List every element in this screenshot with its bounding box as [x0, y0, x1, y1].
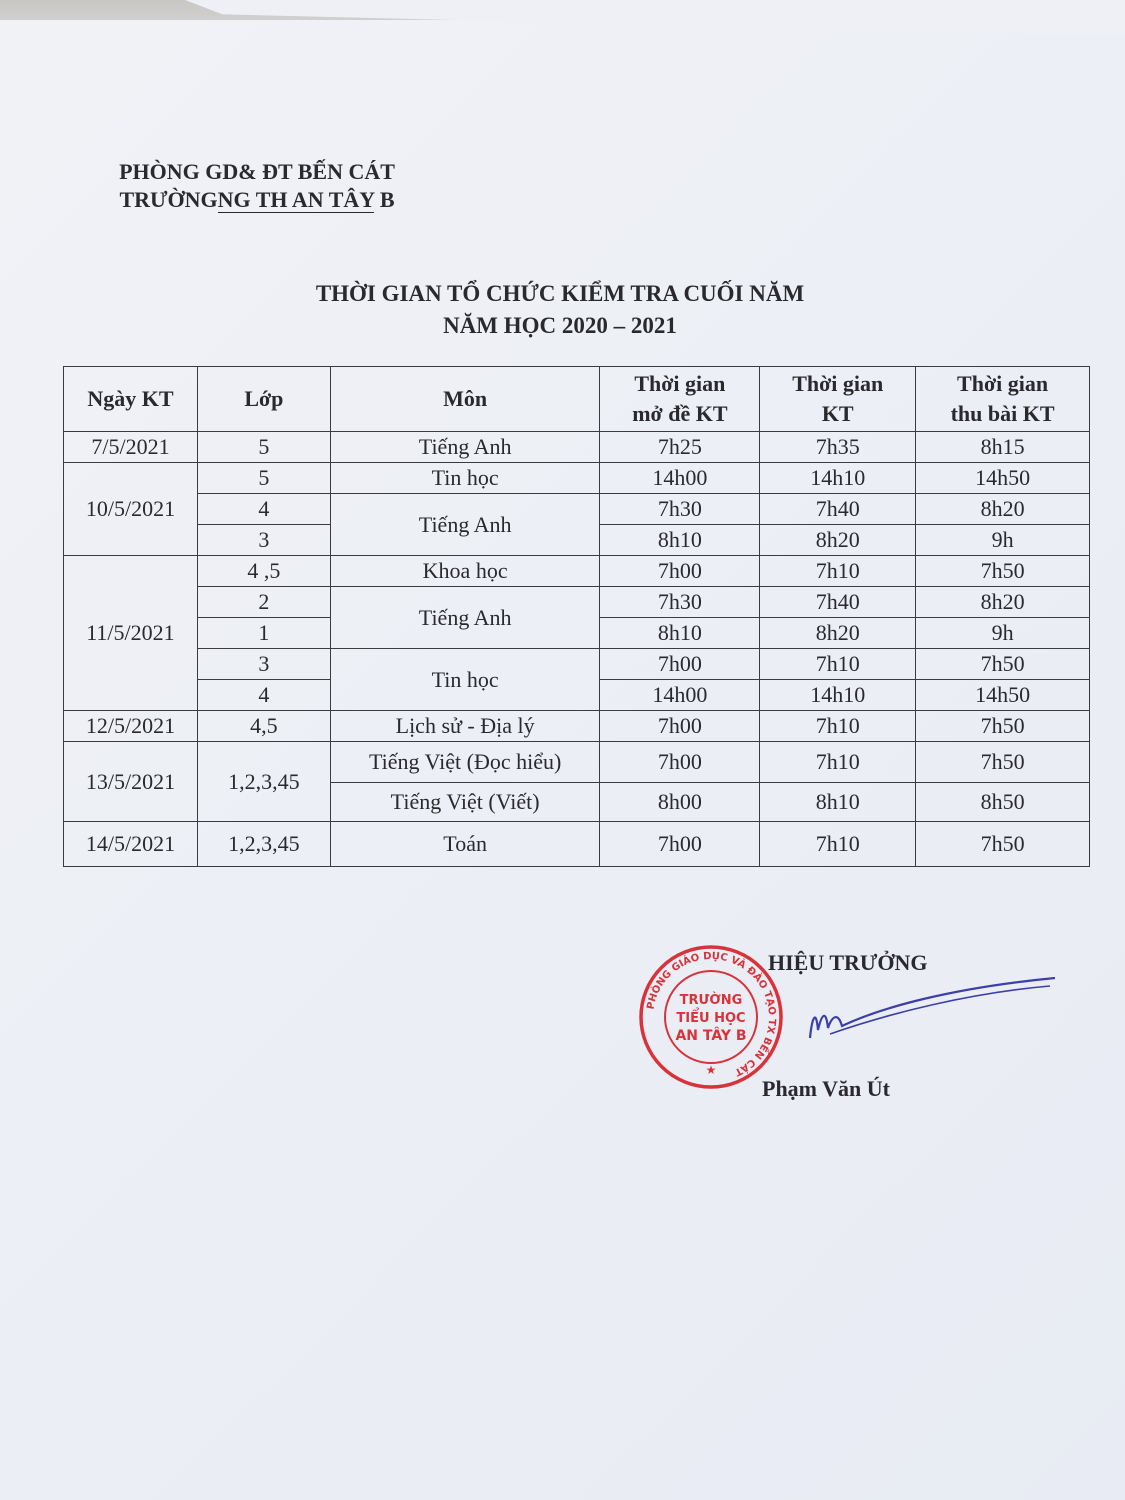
cell-open: 7h30 — [600, 494, 760, 525]
cell-open: 7h25 — [600, 432, 760, 463]
cell-open: 8h10 — [600, 618, 760, 649]
school-seal — [636, 942, 786, 1092]
table-row — [64, 742, 1090, 783]
table-row — [64, 587, 1090, 618]
cell-open: 7h00 — [600, 742, 760, 783]
cell-class: 4 ,5 — [197, 556, 330, 587]
cell-collect: 9h — [916, 525, 1090, 556]
cell-collect: 7h50 — [916, 711, 1090, 742]
cell-date: 13/5/2021 — [64, 742, 198, 822]
cell-subject: Tiếng Việt (Đọc hiểu) — [330, 742, 600, 783]
cell-open: 14h00 — [600, 680, 760, 711]
cell-date: 7/5/2021 — [64, 432, 198, 463]
cell-class: 4,5 — [197, 711, 330, 742]
title-line-2: NĂM HỌC 2020 – 2021 — [443, 313, 677, 338]
cell-subject: Tin học — [330, 649, 600, 711]
cell-class: 4 — [197, 494, 330, 525]
cell-start: 14h10 — [760, 680, 916, 711]
cell-subject: Tiếng Anh — [330, 587, 600, 649]
table-row — [64, 822, 1090, 867]
table-row — [64, 463, 1090, 494]
cell-open: 7h00 — [600, 556, 760, 587]
svg-text:PHÒNG GIÁO DỤC VÀ ĐÀO TẠO TX B: PHÒNG GIÁO DỤC VÀ ĐÀO TẠO TX BẾN CÁT — [645, 950, 778, 1078]
cell-date: 11/5/2021 — [64, 556, 198, 711]
cell-date: 14/5/2021 — [64, 822, 198, 867]
school-name: TRƯỜNGNG TH AN TÂY B — [119, 187, 395, 212]
cell-open: 8h00 — [600, 783, 760, 822]
department-name: PHÒNG GD& ĐT BẾN CÁT — [119, 159, 395, 184]
svg-text:TIỂU HỌC: TIỂU HỌC — [676, 1011, 746, 1026]
signer-title: HIỆU TRƯỞNG — [768, 950, 928, 975]
cell-collect: 14h50 — [916, 463, 1090, 494]
cell-collect: 8h20 — [916, 494, 1090, 525]
cell-date: 12/5/2021 — [64, 711, 198, 742]
cell-open: 7h00 — [600, 649, 760, 680]
svg-text:AN TÂY B: AN TÂY B — [675, 1028, 747, 1044]
cell-start: 7h10 — [760, 742, 916, 783]
cell-open: 7h00 — [600, 822, 760, 867]
cell-start: 8h20 — [760, 525, 916, 556]
cell-class: 2 — [197, 587, 330, 618]
cell-start: 7h40 — [760, 587, 916, 618]
table-header-row — [64, 367, 1090, 432]
cell-collect: 7h50 — [916, 822, 1090, 867]
header-class: Lớp — [197, 367, 330, 432]
document-title — [200, 278, 920, 342]
cell-subject: Tiếng Anh — [330, 494, 600, 556]
cell-open: 7h00 — [600, 711, 760, 742]
cell-start: 8h20 — [760, 618, 916, 649]
title-line-1: THỜI GIAN TỔ CHỨC KIỂM TRA CUỐI NĂM — [315, 281, 805, 306]
cell-class: 5 — [197, 463, 330, 494]
cell-class: 4 — [197, 680, 330, 711]
cell-collect: 8h15 — [916, 432, 1090, 463]
cell-start: 14h10 — [760, 463, 916, 494]
cell-subject: Toán — [330, 822, 600, 867]
cell-collect: 7h50 — [916, 556, 1090, 587]
cell-subject: Tin học — [330, 463, 600, 494]
cell-date: 10/5/2021 — [64, 463, 198, 556]
cell-subject: Khoa học — [330, 556, 600, 587]
header-exam-time: Thời gian KT — [760, 367, 916, 432]
cell-collect: 14h50 — [916, 680, 1090, 711]
cell-start: 7h10 — [760, 822, 916, 867]
cell-start: 8h10 — [760, 783, 916, 822]
svg-text:TRƯỜNG: TRƯỜNG — [679, 993, 743, 1008]
header-date: Ngày KT — [64, 367, 198, 432]
cell-class: 1 — [197, 618, 330, 649]
cell-open: 14h00 — [600, 463, 760, 494]
table-row — [64, 711, 1090, 742]
cell-start: 7h10 — [760, 649, 916, 680]
svg-text:★: ★ — [705, 1063, 717, 1077]
cell-start: 7h35 — [760, 432, 916, 463]
table-row — [64, 432, 1090, 463]
cell-class: 3 — [197, 649, 330, 680]
cell-open: 7h30 — [600, 587, 760, 618]
cell-subject: Lịch sử - Địa lý — [330, 711, 600, 742]
cell-start: 7h40 — [760, 494, 916, 525]
cell-class: 5 — [197, 432, 330, 463]
table-row — [64, 556, 1090, 587]
header-subject: Môn — [330, 367, 600, 432]
cell-start: 7h10 — [760, 556, 916, 587]
cell-class: 1,2,3,45 — [197, 742, 330, 822]
cell-collect: 8h50 — [916, 783, 1090, 822]
signer-name: Phạm Văn Út — [762, 1076, 890, 1101]
header-collect-time: Thời gian thu bài KT — [916, 367, 1090, 432]
cell-class: 1,2,3,45 — [197, 822, 330, 867]
cell-subject: Tiếng Việt (Viết) — [330, 783, 600, 822]
handwritten-signature — [770, 968, 1060, 1053]
cell-start: 7h10 — [760, 711, 916, 742]
table-row — [64, 649, 1090, 680]
cell-open: 8h10 — [600, 525, 760, 556]
issuing-office-header — [98, 158, 416, 214]
header-open-time: Thời gian mở đề KT — [600, 367, 760, 432]
cell-subject: Tiếng Anh — [330, 432, 600, 463]
cell-collect: 9h — [916, 618, 1090, 649]
table-row — [64, 494, 1090, 525]
cell-collect: 8h20 — [916, 587, 1090, 618]
cell-collect: 7h50 — [916, 649, 1090, 680]
cell-collect: 7h50 — [916, 742, 1090, 783]
exam-schedule-table — [63, 366, 1090, 867]
cell-class: 3 — [197, 525, 330, 556]
